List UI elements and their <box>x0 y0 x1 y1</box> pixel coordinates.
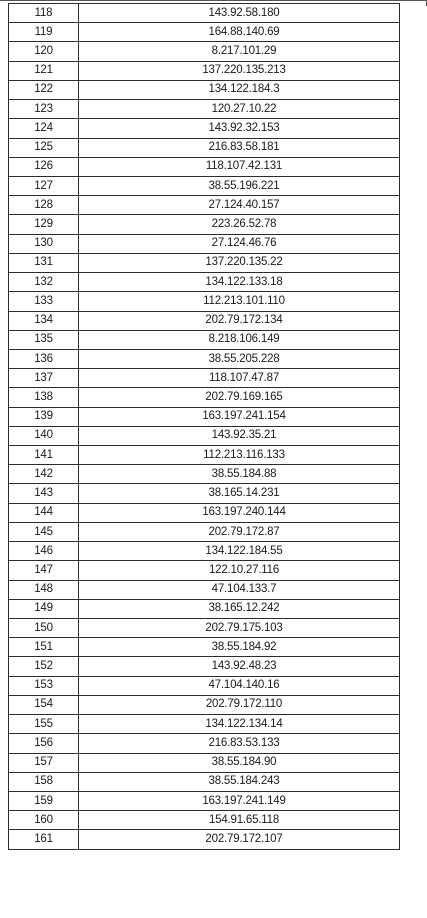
ip-address-cell: 47.104.133.7 <box>79 580 400 599</box>
table-row <box>9 484 400 503</box>
ip-address-cell: 154.91.65.118 <box>79 811 400 830</box>
row-number-cell: 144 <box>9 503 79 522</box>
row-number-cell: 126 <box>9 157 79 176</box>
row-number-cell: 153 <box>9 676 79 695</box>
table-row <box>9 465 400 484</box>
ip-address-cell: 143.92.35.21 <box>79 426 400 445</box>
table-row <box>9 830 400 849</box>
row-number-cell: 131 <box>9 253 79 272</box>
table-row <box>9 580 400 599</box>
table-row <box>9 61 400 80</box>
table-row <box>9 811 400 830</box>
ip-address-cell: 163.197.240.144 <box>79 503 400 522</box>
ip-address-cell: 27.124.46.76 <box>79 234 400 253</box>
row-number-cell: 148 <box>9 580 79 599</box>
row-number-cell: 142 <box>9 465 79 484</box>
ip-address-cell: 122.10.27.116 <box>79 561 400 580</box>
table-row <box>9 503 400 522</box>
row-number-cell: 145 <box>9 522 79 541</box>
ip-address-cell: 134.122.184.55 <box>79 542 400 561</box>
row-number-cell: 138 <box>9 388 79 407</box>
ip-address-cell: 38.165.12.242 <box>79 599 400 618</box>
table-row <box>9 638 400 657</box>
row-number-cell: 123 <box>9 100 79 119</box>
ip-address-cell: 202.79.172.107 <box>79 830 400 849</box>
ip-address-cell: 143.92.32.153 <box>79 119 400 138</box>
ip-address-cell: 38.165.14.231 <box>79 484 400 503</box>
table-row <box>9 791 400 810</box>
ip-table-container <box>8 3 399 850</box>
row-number-cell: 121 <box>9 61 79 80</box>
row-number-cell: 151 <box>9 638 79 657</box>
row-number-cell: 122 <box>9 80 79 99</box>
ip-address-cell: 27.124.40.157 <box>79 196 400 215</box>
table-row <box>9 292 400 311</box>
ip-address-cell: 163.197.241.154 <box>79 407 400 426</box>
table-row <box>9 657 400 676</box>
table-row <box>9 253 400 272</box>
table-row <box>9 753 400 772</box>
row-number-cell: 129 <box>9 215 79 234</box>
row-number-cell: 155 <box>9 715 79 734</box>
table-row <box>9 273 400 292</box>
row-number-cell: 137 <box>9 369 79 388</box>
ip-address-cell: 202.79.175.103 <box>79 619 400 638</box>
table-row <box>9 23 400 42</box>
table-row <box>9 407 400 426</box>
table-row <box>9 772 400 791</box>
ip-address-cell: 216.83.58.181 <box>79 138 400 157</box>
ip-address-cell: 38.55.196.221 <box>79 176 400 195</box>
ip-address-cell: 137.220.135.213 <box>79 61 400 80</box>
table-row <box>9 119 400 138</box>
table-row <box>9 80 400 99</box>
ip-address-cell: 38.55.184.243 <box>79 772 400 791</box>
row-number-cell: 159 <box>9 791 79 810</box>
table-row <box>9 330 400 349</box>
table-row <box>9 42 400 61</box>
ip-address-cell: 118.107.42.131 <box>79 157 400 176</box>
table-row <box>9 561 400 580</box>
row-number-cell: 156 <box>9 734 79 753</box>
ip-address-cell: 38.55.205.228 <box>79 349 400 368</box>
ip-address-cell: 143.92.48.23 <box>79 657 400 676</box>
row-number-cell: 133 <box>9 292 79 311</box>
table-row <box>9 234 400 253</box>
ip-address-table <box>8 3 400 850</box>
ip-address-cell: 118.107.47.87 <box>79 369 400 388</box>
row-number-cell: 154 <box>9 695 79 714</box>
table-row <box>9 599 400 618</box>
row-number-cell: 127 <box>9 176 79 195</box>
table-row <box>9 619 400 638</box>
ip-table-body <box>9 4 400 850</box>
ip-address-cell: 216.83.53.133 <box>79 734 400 753</box>
ip-address-cell: 134.122.133.18 <box>79 273 400 292</box>
row-number-cell: 118 <box>9 4 79 23</box>
table-row <box>9 138 400 157</box>
row-number-cell: 130 <box>9 234 79 253</box>
row-number-cell: 120 <box>9 42 79 61</box>
table-row <box>9 4 400 23</box>
table-row <box>9 369 400 388</box>
row-number-cell: 160 <box>9 811 79 830</box>
table-row <box>9 446 400 465</box>
ip-address-cell: 38.55.184.90 <box>79 753 400 772</box>
table-row <box>9 388 400 407</box>
table-row <box>9 215 400 234</box>
ip-address-cell: 223.26.52.78 <box>79 215 400 234</box>
page-top-edge <box>0 0 427 1</box>
ip-address-cell: 143.92.58.180 <box>79 4 400 23</box>
row-number-cell: 146 <box>9 542 79 561</box>
row-number-cell: 158 <box>9 772 79 791</box>
row-number-cell: 135 <box>9 330 79 349</box>
ip-address-cell: 134.122.134.14 <box>79 715 400 734</box>
table-row <box>9 426 400 445</box>
row-number-cell: 124 <box>9 119 79 138</box>
table-row <box>9 715 400 734</box>
row-number-cell: 141 <box>9 446 79 465</box>
row-number-cell: 143 <box>9 484 79 503</box>
ip-address-cell: 8.218.106.149 <box>79 330 400 349</box>
ip-address-cell: 164.88.140.69 <box>79 23 400 42</box>
table-row <box>9 196 400 215</box>
ip-address-cell: 47.104.140.16 <box>79 676 400 695</box>
table-row <box>9 100 400 119</box>
ip-address-cell: 202.79.172.87 <box>79 522 400 541</box>
ip-address-cell: 120.27.10.22 <box>79 100 400 119</box>
ip-address-cell: 8.217.101.29 <box>79 42 400 61</box>
row-number-cell: 147 <box>9 561 79 580</box>
table-row <box>9 349 400 368</box>
row-number-cell: 132 <box>9 273 79 292</box>
ip-address-cell: 163.197.241.149 <box>79 791 400 810</box>
row-number-cell: 128 <box>9 196 79 215</box>
ip-address-cell: 134.122.184.3 <box>79 80 400 99</box>
ip-address-cell: 112.213.116.133 <box>79 446 400 465</box>
table-row <box>9 522 400 541</box>
row-number-cell: 157 <box>9 753 79 772</box>
ip-address-cell: 202.79.172.134 <box>79 311 400 330</box>
table-row <box>9 676 400 695</box>
table-row <box>9 695 400 714</box>
row-number-cell: 134 <box>9 311 79 330</box>
table-row <box>9 734 400 753</box>
row-number-cell: 139 <box>9 407 79 426</box>
ip-address-cell: 202.79.172.110 <box>79 695 400 714</box>
row-number-cell: 161 <box>9 830 79 849</box>
row-number-cell: 136 <box>9 349 79 368</box>
table-row <box>9 157 400 176</box>
table-row <box>9 542 400 561</box>
ip-address-cell: 112.213.101.110 <box>79 292 400 311</box>
table-row <box>9 311 400 330</box>
ip-address-cell: 38.55.184.88 <box>79 465 400 484</box>
ip-address-cell: 202.79.169.165 <box>79 388 400 407</box>
row-number-cell: 149 <box>9 599 79 618</box>
ip-address-cell: 38.55.184.92 <box>79 638 400 657</box>
row-number-cell: 150 <box>9 619 79 638</box>
row-number-cell: 125 <box>9 138 79 157</box>
table-row <box>9 176 400 195</box>
row-number-cell: 152 <box>9 657 79 676</box>
ip-address-cell: 137.220.135.22 <box>79 253 400 272</box>
row-number-cell: 119 <box>9 23 79 42</box>
row-number-cell: 140 <box>9 426 79 445</box>
